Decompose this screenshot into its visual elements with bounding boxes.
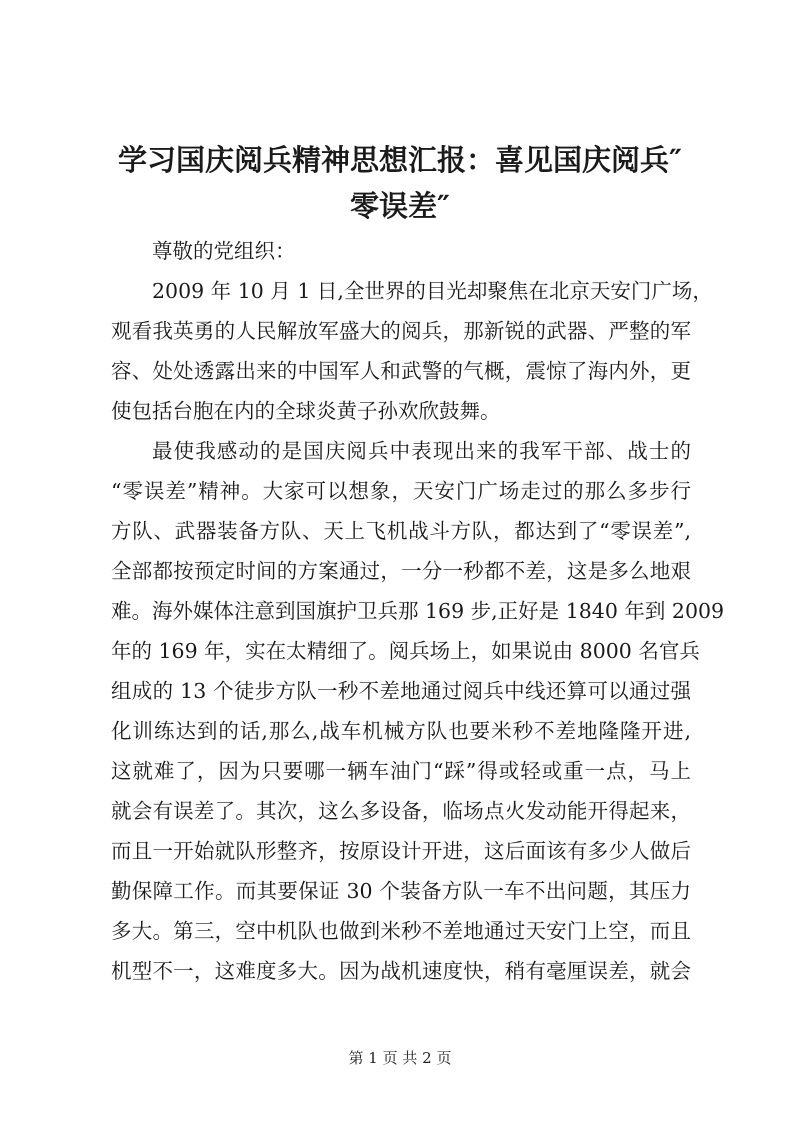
paragraph-2-line-14: 机型不一，这难度多大。因为战机速度快，稍有毫厘误差，就会 [111, 959, 691, 983]
page-footer: 第 1 页 共 2 页 [348, 1049, 452, 1067]
paragraph-1-line-2: 观看我英勇的人民解放军盛大的阅兵，那新锐的武器、严整的军 [111, 319, 691, 343]
paragraph-2-line-3: 方队、武器装备方队、天上飞机战斗方队，都达到了“零误差”, [111, 519, 691, 543]
paragraph-2-line-6: 年的 169 年，实在太精细了。阅兵场上，如果说由 8000 名官兵 [111, 639, 700, 663]
paragraph-2-line-13: 多大。第三，空中机队也做到米秒不差地通过天安门上空，而且 [111, 919, 691, 943]
paragraph-2-line-10: 就会有误差了。其次，这么多设备，临场点火发动能开得起来， [111, 799, 691, 823]
paragraph-2-line-11: 而且一开始就队形整齐，按原设计开进，这后面该有多少人做后 [111, 839, 691, 863]
paragraph-2-line-1: 最使我感动的是国庆阅兵中表现出来的我军干部、战士的 [152, 439, 691, 463]
title-line-2: 零误差″ [350, 189, 450, 223]
paragraph-2-line-9: 这就难了，因为只要哪一辆车油门“踩”得或轻或重一点，马上 [111, 759, 691, 783]
paragraph-2-line-7: 组成的 13 个徒步方队一秒不差地通过阅兵中线还算可以通过强 [111, 679, 691, 703]
title-line-1: 学习国庆阅兵精神思想汇报：喜见国庆阅兵″ [118, 143, 682, 177]
paragraph-2-line-12: 勤保障工作。而其要保证 30 个装备方队一车不出问题，其压力 [111, 879, 691, 903]
salutation: 尊敬的党组织： [152, 239, 296, 263]
paragraph-2-line-8: 化训练达到的话,那么,战车机械方队也要米秒不差地隆隆开进, [111, 719, 691, 743]
paragraph-1-line-4: 使包括台胞在内的全球炎黄子孙欢欣鼓舞。 [111, 399, 501, 423]
paragraph-2-line-2: “零误差”精神。大家可以想象，天安门广场走过的那么多步行 [111, 479, 691, 503]
paragraph-2-line-4: 全部都按预定时间的方案通过，一分一秒都不差，这是多么地艰 [111, 559, 691, 583]
paragraph-2-line-5: 难。海外媒体注意到国旗护卫兵那 169 步,正好是 1840 年到 2009 [111, 599, 725, 623]
paragraph-1-line-3: 容、处处透露出来的中国军人和武警的气概，震惊了海内外，更 [111, 359, 691, 383]
paragraph-1-line-1: 2009 年 10 月 1 日,全世界的目光却聚焦在北京天安门广场， [152, 279, 713, 303]
